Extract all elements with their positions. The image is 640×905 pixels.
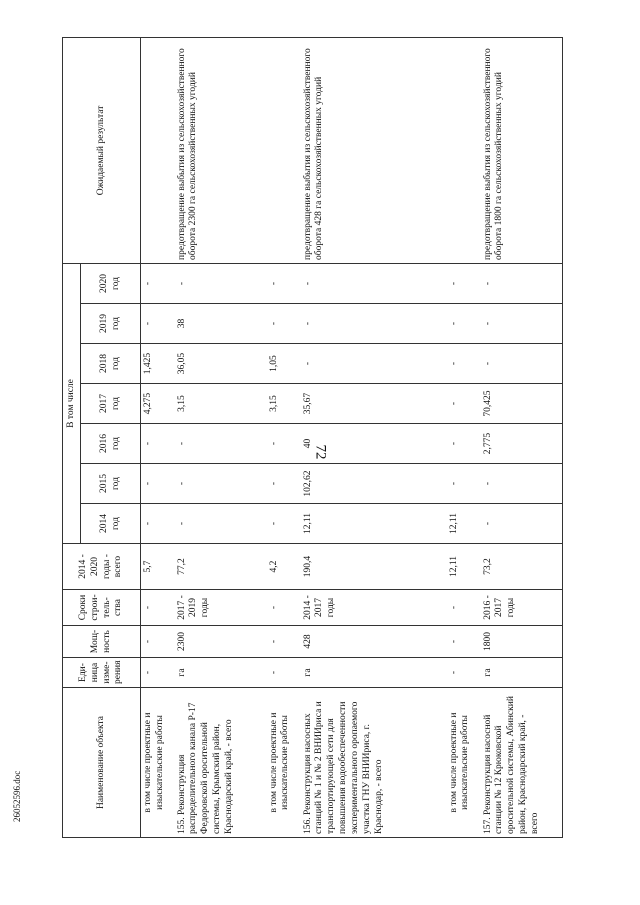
table-row — [481, 37, 563, 837]
year-cell: - — [141, 464, 175, 504]
document-footer: 26052596.doc — [12, 770, 22, 822]
result-cell — [141, 37, 175, 263]
year-cell: - — [481, 344, 563, 384]
header-year: 2015 год — [81, 464, 141, 504]
unit-cell: - — [267, 658, 301, 688]
year-cell: - — [447, 424, 481, 464]
year-cell: 40 — [301, 424, 447, 464]
result-cell: предотвращение выбытия из сельскохозяйственного оборота 1800 га сельскохозяйственных угодий — [481, 37, 563, 263]
header-year: 2018 год — [81, 344, 141, 384]
table-row — [301, 37, 447, 837]
year-cell: - — [141, 263, 175, 303]
year-cell: - — [447, 263, 481, 303]
total-cell: 4,2 — [267, 544, 301, 590]
year-cell: - — [175, 263, 267, 303]
total-cell: 12,11 — [447, 544, 481, 590]
year-cell: - — [447, 304, 481, 344]
header-year: 2020 год — [81, 263, 141, 303]
year-cell: - — [301, 344, 447, 384]
capacity-cell: - — [267, 626, 301, 658]
year-cell: 1,05 — [267, 344, 301, 384]
header-year: 2014 год — [81, 504, 141, 544]
capacity-cell: 2300 — [175, 626, 267, 658]
terms-cell: - — [141, 590, 175, 626]
capacity-cell: - — [447, 626, 481, 658]
terms-cell: - — [447, 590, 481, 626]
total-cell: 190,4 — [301, 544, 447, 590]
year-cell: 12,11 — [447, 504, 481, 544]
object-name: 157. Реконструкция насосной станции № 12 Крюковской оросительной системы, Абинский район, Краснодарский край, - всего — [481, 688, 563, 838]
year-cell: - — [481, 504, 563, 544]
year-cell: - — [267, 504, 301, 544]
terms-cell: 2017 - 2019 годы — [175, 590, 267, 626]
result-cell — [267, 37, 301, 263]
year-cell: - — [267, 464, 301, 504]
object-name: в том числе проектные и изыскательские работы — [447, 688, 481, 838]
year-cell: - — [175, 464, 267, 504]
year-cell: 1,425 — [141, 344, 175, 384]
object-name: 156. Реконструкция насосных станций № 1 и № 2 ВНИИриса и транспортирующей сети для повышения водообеспеченности экспериментального оропаемого участка ГНУ ВНИИриса, г. Краснодар, - всего — [301, 688, 447, 838]
year-cell: 70,425 — [481, 384, 563, 424]
header-name: Наименование объекта — [63, 688, 141, 838]
year-cell: - — [481, 263, 563, 303]
year-cell: - — [447, 384, 481, 424]
total-cell: 77,2 — [175, 544, 267, 590]
total-cell: 73,2 — [481, 544, 563, 590]
year-cell: 36,05 — [175, 344, 267, 384]
header-year: 2017 год — [81, 384, 141, 424]
object-name: в том числе проектные и изыскательские работы — [141, 688, 175, 838]
total-cell: 5,7 — [141, 544, 175, 590]
year-cell: 3,15 — [267, 384, 301, 424]
year-cell: - — [481, 304, 563, 344]
year-cell: - — [141, 304, 175, 344]
year-cell: 2,775 — [481, 424, 563, 464]
year-cell: - — [175, 504, 267, 544]
header-unit: Еди- ница изме- рения — [63, 658, 141, 688]
year-cell: - — [175, 424, 267, 464]
year-cell: - — [141, 424, 175, 464]
table-row — [175, 37, 267, 837]
table-row — [267, 37, 301, 837]
capacity-cell: 428 — [301, 626, 447, 658]
header-result: Ожидаемый результат — [63, 37, 141, 263]
result-cell — [447, 37, 481, 263]
year-cell: - — [267, 304, 301, 344]
table-row — [141, 37, 175, 837]
year-cell: - — [447, 464, 481, 504]
year-cell: - — [267, 424, 301, 464]
program-table — [62, 37, 563, 838]
year-cell: - — [267, 263, 301, 303]
result-cell: предотвращение выбытия из сельскохозяйственного оборота 428 га сельскохозяйственных угодий — [301, 37, 447, 263]
unit-cell: - — [447, 658, 481, 688]
header-terms: Сроки строи- тель- ства — [63, 590, 141, 626]
terms-cell: 2014 - 2017 годы — [301, 590, 447, 626]
table-body — [141, 37, 563, 837]
year-cell: - — [301, 263, 447, 303]
capacity-cell: 1800 — [481, 626, 563, 658]
year-cell: - — [141, 504, 175, 544]
year-cell: 35,67 — [301, 384, 447, 424]
year-cell: - — [301, 304, 447, 344]
year-cell: 4,275 — [141, 384, 175, 424]
rotated-page — [62, 38, 582, 838]
table-header — [63, 37, 141, 837]
year-cell: 102,62 — [301, 464, 447, 504]
year-cell: 38 — [175, 304, 267, 344]
object-name: 155. Реконструкция распределительного канала Р-17 Федоровской оросительной системы, Крымский район, Краснодарский край, - всего — [175, 688, 267, 838]
unit-cell: га — [175, 658, 267, 688]
header-capacity: Мощ- ность — [63, 626, 141, 658]
terms-cell: - — [267, 590, 301, 626]
year-cell: 3,15 — [175, 384, 267, 424]
capacity-cell: - — [141, 626, 175, 658]
page-number: 72 — [312, 444, 329, 460]
year-cell: - — [481, 464, 563, 504]
year-cell: - — [447, 344, 481, 384]
unit-cell: - — [141, 658, 175, 688]
year-cell: 12,11 — [301, 504, 447, 544]
result-cell: предотвращение выбытия из сельскохозяйственного оборота 2300 га сельскохозяйственных угодий — [175, 37, 267, 263]
table-row — [447, 37, 481, 837]
header-in-that: В том числе — [63, 263, 81, 543]
unit-cell: га — [481, 658, 563, 688]
header-year: 2016 год — [81, 424, 141, 464]
unit-cell: га — [301, 658, 447, 688]
header-total: 2014 - 2020 годы - всего — [63, 544, 141, 590]
object-name: в том числе проектные и изыскательские работы — [267, 688, 301, 838]
terms-cell: 2016 - 2017 годы — [481, 590, 563, 626]
header-year: 2019 год — [81, 304, 141, 344]
